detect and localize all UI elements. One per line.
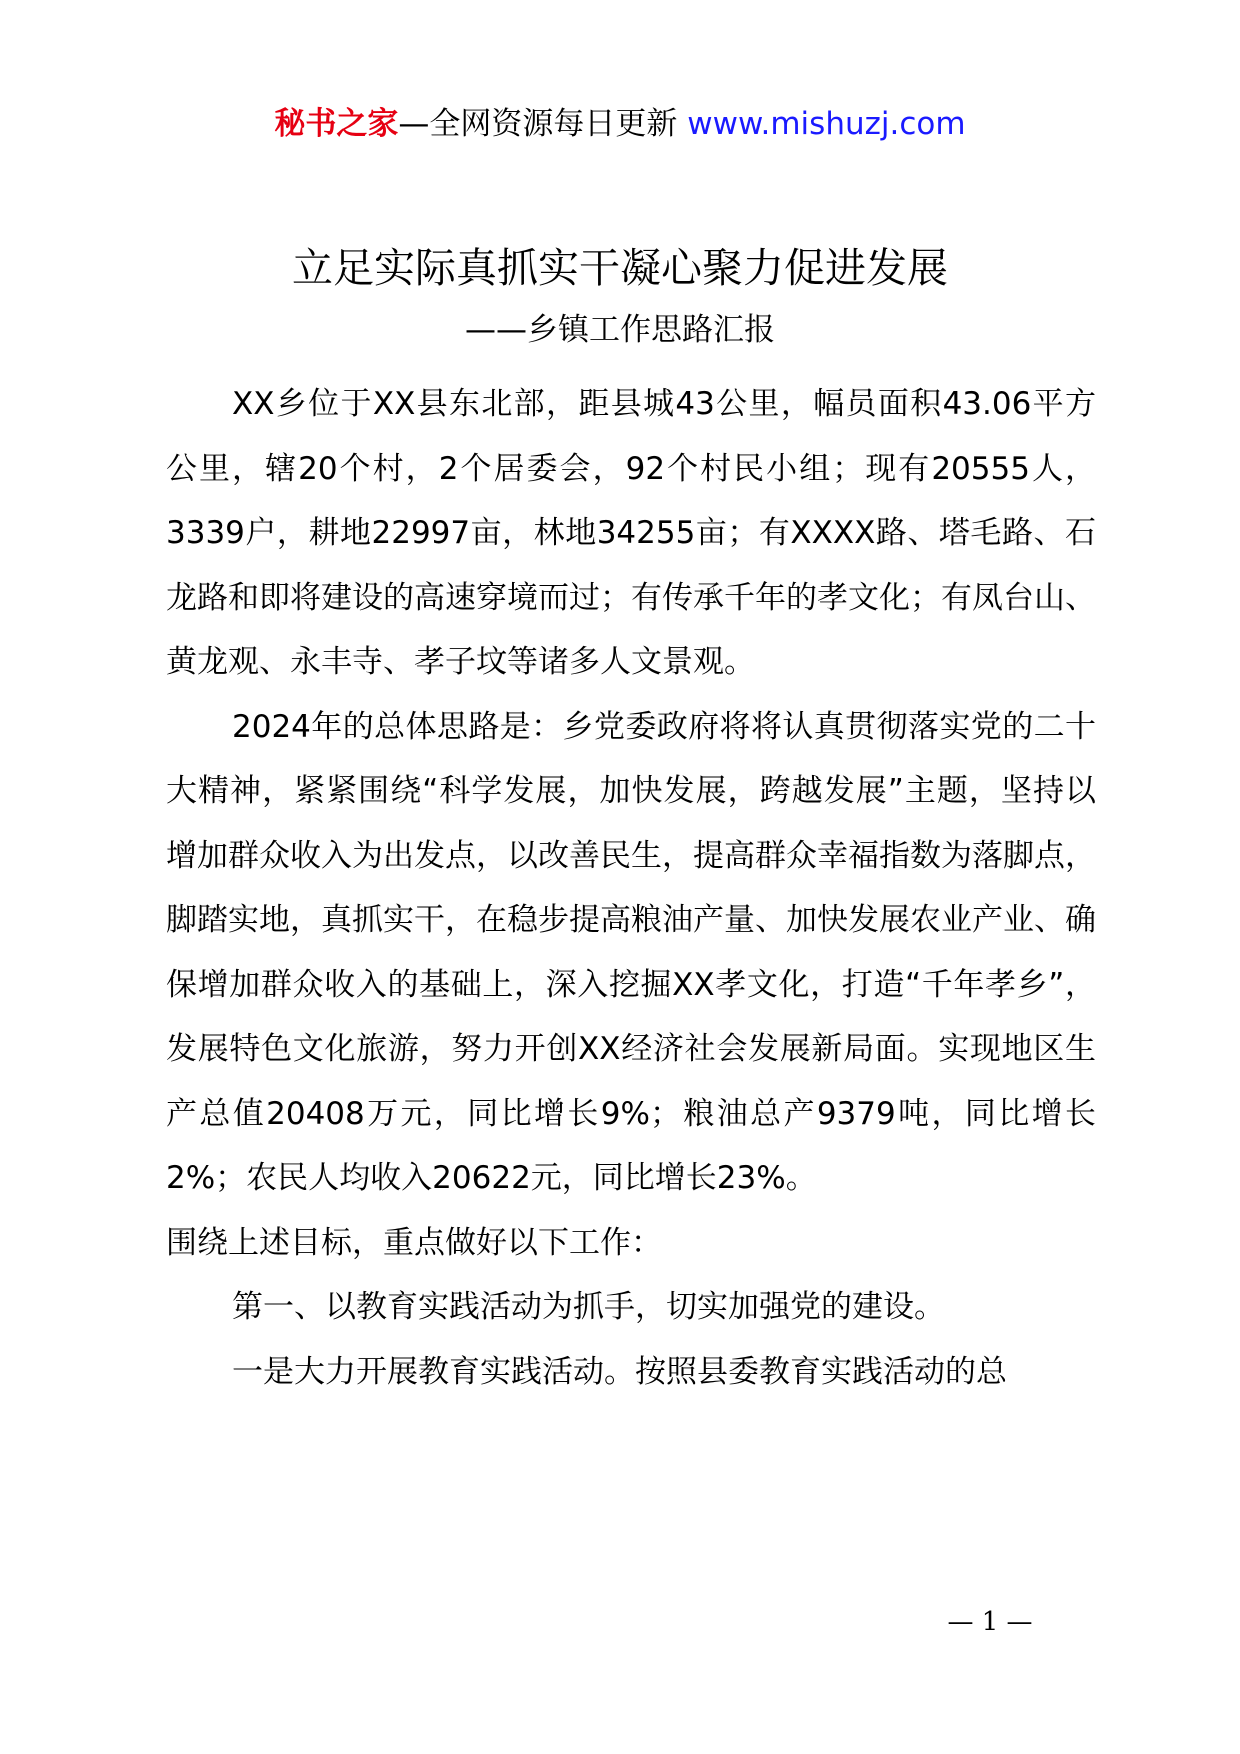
page-number: — 1 — bbox=[947, 1607, 1033, 1637]
paragraph-focus-intro: 围绕上述目标，重点做好以下工作： bbox=[166, 1224, 662, 1261]
paragraph-section-one-item: 一是大力开展教育实践活动。按照县委教育实践活动的总 bbox=[232, 1353, 1007, 1390]
paragraph-overview: XX乡位于XX县东北部，距县城43公里，幅员面积43.06平方公里，辖20个村，2个居委会，92个村民小组；现有20555人，3339户，耕地22997亩，林地34255亩；有XXXX路、塔毛路、石龙路和即将建设的高速穿境而过；有传承千年的孝文化；有凤台山、黄龙观、永丰寺、孝子坟等诸多人文景观。 bbox=[166, 386, 1096, 680]
paragraph-overall-plan: 2024年的总体思路是：乡党委政府将将认真贯彻落实党的二十大精神，紧紧围绕“科学发展，加快发展，跨越发展”主题，坚持以增加群众收入为出发点，以改善民生，提高群众幸福指数为落脚点，脚踏实地，真抓实干，在稳步提高粮油产量、加快发展农业产业、确保增加群众收入的基础上，深入挖掘XX孝文化，打造“千年孝乡”，发展特色文化旅游，努力开创XX经济社会发展新局面。实现地区生产总值20408万元，同比增长9%；粮油总产9379吨，同比增长2%；农民人均收入20622元，同比增长23%。 bbox=[166, 708, 1096, 1196]
site-header bbox=[0, 104, 1240, 144]
document-subtitle: ——乡镇工作思路汇报 bbox=[465, 312, 775, 348]
paragraph-section-one-heading: 第一、以教育实践活动为抓手，切实加强党的建设。 bbox=[232, 1289, 945, 1325]
document-body bbox=[166, 372, 1096, 1404]
site-url-link[interactable]: www.mishuzj.com bbox=[687, 106, 966, 142]
site-tagline: —全网资源每日更新 bbox=[398, 106, 678, 142]
document-title: 立足实际真抓实干凝心聚力促进发展 bbox=[292, 244, 948, 292]
site-brand: 秘书之家 bbox=[274, 106, 399, 142]
